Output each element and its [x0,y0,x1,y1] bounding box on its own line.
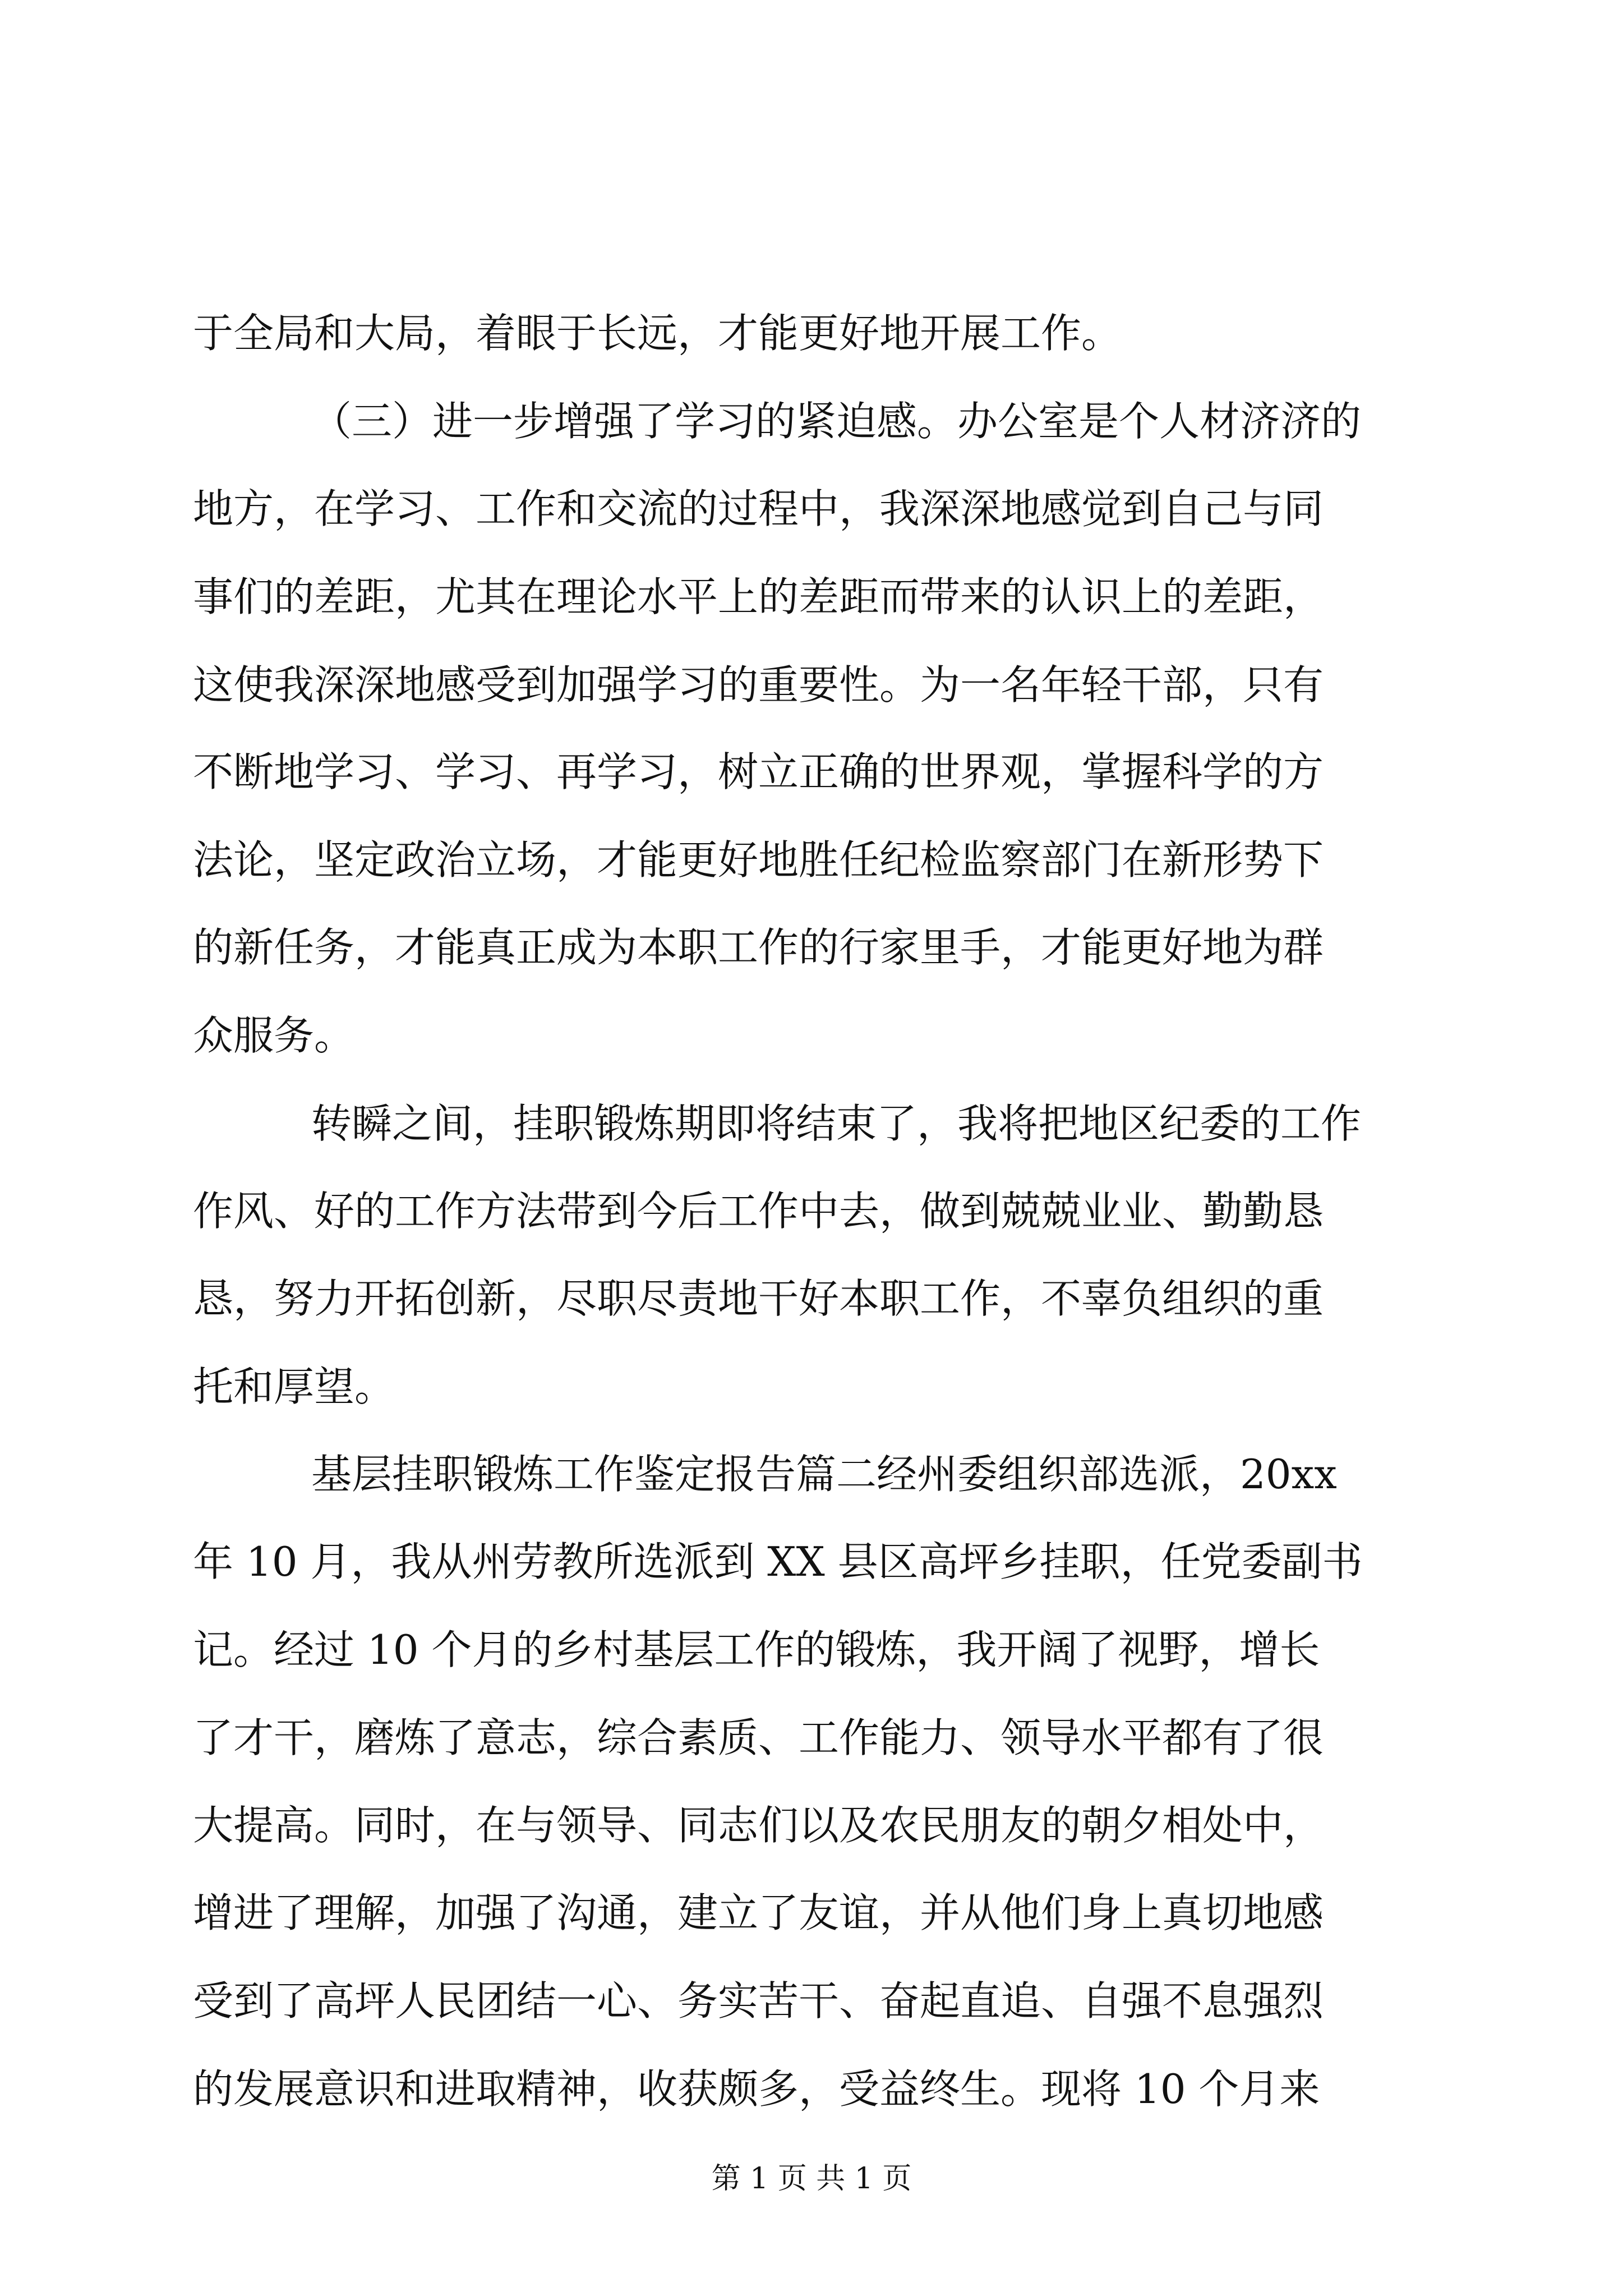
text-line: 的新任务，才能真正成为本职工作的行家里手，才能更好地为群 [193,924,1324,971]
text-line: 不断地学习、学习、再学习，树立正确的世界观，掌握科学的方 [193,748,1324,795]
text-line: 托和厚望。 [193,1363,395,1410]
text-line: 的发展意识和进取精神，收获颇多，受益终生。现将 10 个月来 [193,2065,1320,2113]
text-line: 地方，在学习、工作和交流的过程中，我深深地感觉到自己与同 [193,485,1324,532]
text-line: （三）进一步增强了学习的紧迫感。办公室是个人材济济的 [311,398,1362,445]
text-line: 了才干，磨炼了意志，综合素质、工作能力、领导水平都有了很 [193,1714,1324,1761]
text-line: 大提高。同时，在与领导、同志们以及农民朋友的朝夕相处中， [193,1802,1324,1849]
text-line: 增进了理解，加强了沟通，建立了友谊，并从他们身上真切地感 [193,1889,1324,1936]
text-line: 恳，努力开拓创新，尽职尽责地干好本职工作，不辜负组织的重 [193,1275,1324,1322]
text-line: 转瞬之间，挂职锻炼期即将结束了，我将把地区纪委的工作 [311,1100,1362,1147]
text-line: 于全局和大局，着眼于长远，才能更好地开展工作。 [193,310,1122,357]
text-line: 基层挂职锻炼工作鉴定报告篇二经州委组织部选派，20xx [311,1451,1337,1498]
text-line: 这使我深深地感受到加强学习的重要性。为一名年轻干部，只有 [193,661,1324,708]
page-footer: 第 1 页 共 1 页 [711,2162,912,2196]
text-line: 受到了高坪人民团结一心、务实苦干、奋起直追、自强不息强烈 [193,1977,1324,2024]
text-line: 众服务。 [193,1012,355,1059]
text-line: 法论，坚定政治立场，才能更好地胜任纪检监察部门在新形势下 [193,836,1324,884]
text-line: 事们的差距，尤其在理论水平上的差距而带来的认识上的差距， [193,573,1324,620]
text-line: 年 10 月，我从州劳教所选派到 XX 县区高坪乡挂职，任党委副书 [193,1538,1363,1585]
text-line: 记。经过 10 个月的乡村基层工作的锻炼，我开阔了视野，增长 [193,1626,1320,1673]
text-line: 作风、好的工作方法带到今后工作中去，做到兢兢业业、勤勤恳 [193,1188,1324,1235]
